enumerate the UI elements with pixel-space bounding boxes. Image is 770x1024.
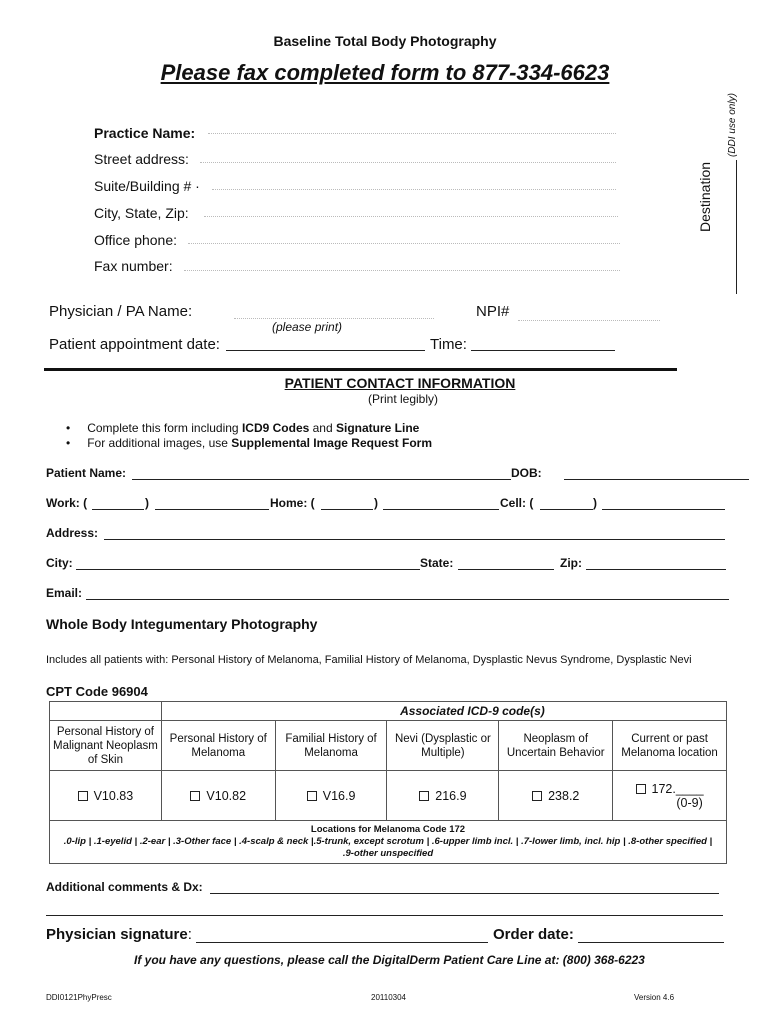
- order-date-field[interactable]: [578, 942, 724, 943]
- fax-instruction: Please fax completed form to 877-334-6623: [160, 60, 610, 85]
- icd-column-headers: [50, 721, 727, 771]
- form-id: DDI0121PhyPresc: [46, 993, 112, 1002]
- physician-signature-label: Physician signature:: [46, 926, 192, 943]
- suite-field[interactable]: [212, 189, 616, 190]
- checkbox-icon[interactable]: [78, 791, 88, 801]
- fax-number-field[interactable]: [184, 270, 620, 271]
- practice-name-label: Practice Name:: [94, 125, 196, 141]
- state-field[interactable]: [458, 569, 554, 570]
- locations-title: Locations for Melanoma Code 172: [310, 824, 466, 835]
- city-state-zip-field[interactable]: [204, 216, 618, 217]
- physician-name-label: Physician / PA Name:: [49, 303, 193, 320]
- icd-column-header: Neoplasm of Uncertain Behavior: [499, 721, 613, 771]
- address-field[interactable]: [104, 539, 725, 540]
- cell-paren-close: ): [593, 496, 597, 510]
- please-print-note: (please print): [272, 320, 343, 334]
- city-label: City:: [46, 556, 73, 570]
- checkbox-icon[interactable]: [307, 791, 317, 801]
- checkbox-icon[interactable]: [532, 791, 542, 801]
- icd-column-header: Nevi (Dysplastic or Multiple): [387, 721, 499, 771]
- icd-code-cell[interactable]: V10.83: [50, 771, 162, 821]
- home-phone-label: Home: (: [270, 496, 315, 510]
- home-area-code-field[interactable]: [321, 509, 373, 510]
- city-state-zip-label: City, State, Zip:: [94, 205, 189, 221]
- bullet-icon: •: [66, 421, 71, 435]
- icd-code-cell[interactable]: V10.82: [161, 771, 275, 821]
- office-phone-field[interactable]: [188, 243, 620, 244]
- time-label: Time:: [430, 336, 467, 353]
- additional-comments-label: Additional comments & Dx:: [46, 880, 203, 894]
- checkbox-icon[interactable]: [419, 791, 429, 801]
- city-field[interactable]: [76, 569, 420, 570]
- address-label: Address:: [46, 526, 99, 540]
- locations-row: [50, 821, 727, 864]
- locations-text: .0-lip | .1-eyelid | .2-ear | .3-Other face | .4-scalp & neck |.5-trunk, except scrotum | .6-upper limb incl. | .7-lower limb, incl. hip | .8-other specified | .9-other unspecified: [63, 836, 713, 859]
- date-code: 20110304: [371, 993, 406, 1002]
- street-address-field[interactable]: [200, 162, 616, 163]
- icd-code-cell[interactable]: 172.____ (0-9): [613, 771, 727, 821]
- icd-column-header: Familial History of Melanoma: [275, 721, 387, 771]
- home-paren-close: ): [374, 496, 378, 510]
- location-suffix: (0-9): [676, 795, 703, 810]
- photography-section-title: Whole Body Integumentary Photography: [46, 616, 318, 632]
- patient-name-label: Patient Name:: [46, 466, 127, 480]
- photography-description: Includes all patients with: Personal History of Melanoma, Familial History of Melanoma, Dysplastic Nevus Syndrome, Dysplastic Nevi: [46, 654, 692, 666]
- street-address-label: Street address:: [94, 151, 189, 167]
- zip-field[interactable]: [586, 569, 726, 570]
- icd-code-table: [49, 701, 727, 864]
- dob-field[interactable]: [564, 479, 749, 480]
- locations-cell: [50, 821, 727, 864]
- checkbox-icon[interactable]: [636, 784, 646, 794]
- work-phone-field[interactable]: [155, 509, 269, 510]
- office-phone-label: Office phone:: [94, 232, 178, 248]
- cpt-code: CPT Code 96904: [46, 684, 148, 699]
- form-title: Baseline Total Body Photography: [273, 33, 497, 49]
- email-label: Email:: [46, 586, 83, 600]
- bullet-icon: •: [66, 436, 71, 450]
- ddi-use-only-label: (DDI use only): [727, 93, 738, 157]
- physician-name-field[interactable]: [234, 318, 434, 319]
- npi-field[interactable]: [518, 320, 660, 321]
- instruction-bullet-1: • Complete this form including ICD9 Codes and Signature Line: [66, 421, 420, 435]
- icd-column-header: Personal History of Malignant Neoplasm of Skin: [50, 721, 162, 771]
- destination-line: [736, 160, 737, 294]
- appointment-date-label: Patient appointment date:: [49, 336, 220, 353]
- zip-label: Zip:: [560, 556, 582, 570]
- patient-name-field[interactable]: [132, 479, 511, 480]
- physician-signature-field[interactable]: [196, 942, 488, 943]
- work-paren-close: ): [145, 496, 149, 510]
- icd-table-header: Associated ICD-9 code(s): [161, 702, 726, 721]
- time-field[interactable]: [471, 350, 615, 351]
- home-phone-field[interactable]: [383, 509, 499, 510]
- suite-label: Suite/Building # ·: [94, 178, 200, 194]
- cell-area-code-field[interactable]: [540, 509, 593, 510]
- icd-code-row: [50, 771, 727, 821]
- cell-phone-label: Cell: (: [500, 496, 534, 510]
- icd-table-header-spacer: [50, 702, 162, 721]
- practice-name-field[interactable]: [208, 133, 616, 134]
- order-date-label: Order date:: [493, 926, 574, 943]
- instruction-bullet-2: • For additional images, use Supplemental Image Request Form: [66, 436, 432, 450]
- patient-contact-heading: PATIENT CONTACT INFORMATION: [284, 375, 516, 391]
- questions-line: If you have any questions, please call the DigitalDerm Patient Care Line at: (800) 368-6223: [134, 953, 645, 967]
- email-field[interactable]: [86, 599, 729, 600]
- icd-code-cell[interactable]: 216.9: [387, 771, 499, 821]
- section-divider: [44, 368, 677, 371]
- additional-comments-field[interactable]: [210, 893, 719, 894]
- state-label: State:: [420, 556, 454, 570]
- appointment-date-field[interactable]: [226, 350, 425, 351]
- destination-label: Destination: [697, 161, 713, 232]
- work-area-code-field[interactable]: [92, 509, 144, 510]
- additional-comments-line-2[interactable]: [46, 915, 723, 916]
- work-phone-label: Work: (: [46, 496, 88, 510]
- fax-number-label: Fax number:: [94, 258, 173, 274]
- checkbox-icon[interactable]: [190, 791, 200, 801]
- cell-phone-field[interactable]: [602, 509, 725, 510]
- npi-label: NPI#: [476, 303, 510, 320]
- dob-label: DOB:: [511, 466, 542, 480]
- version-label: Version 4.6: [634, 993, 675, 1002]
- print-legibly-note: (Print legibly): [367, 392, 439, 406]
- icd-code-cell[interactable]: V16.9: [275, 771, 387, 821]
- icd-code-cell[interactable]: 238.2: [499, 771, 613, 821]
- icd-column-header: Current or past Melanoma location: [613, 721, 727, 771]
- icd-column-header: Personal History of Melanoma: [161, 721, 275, 771]
